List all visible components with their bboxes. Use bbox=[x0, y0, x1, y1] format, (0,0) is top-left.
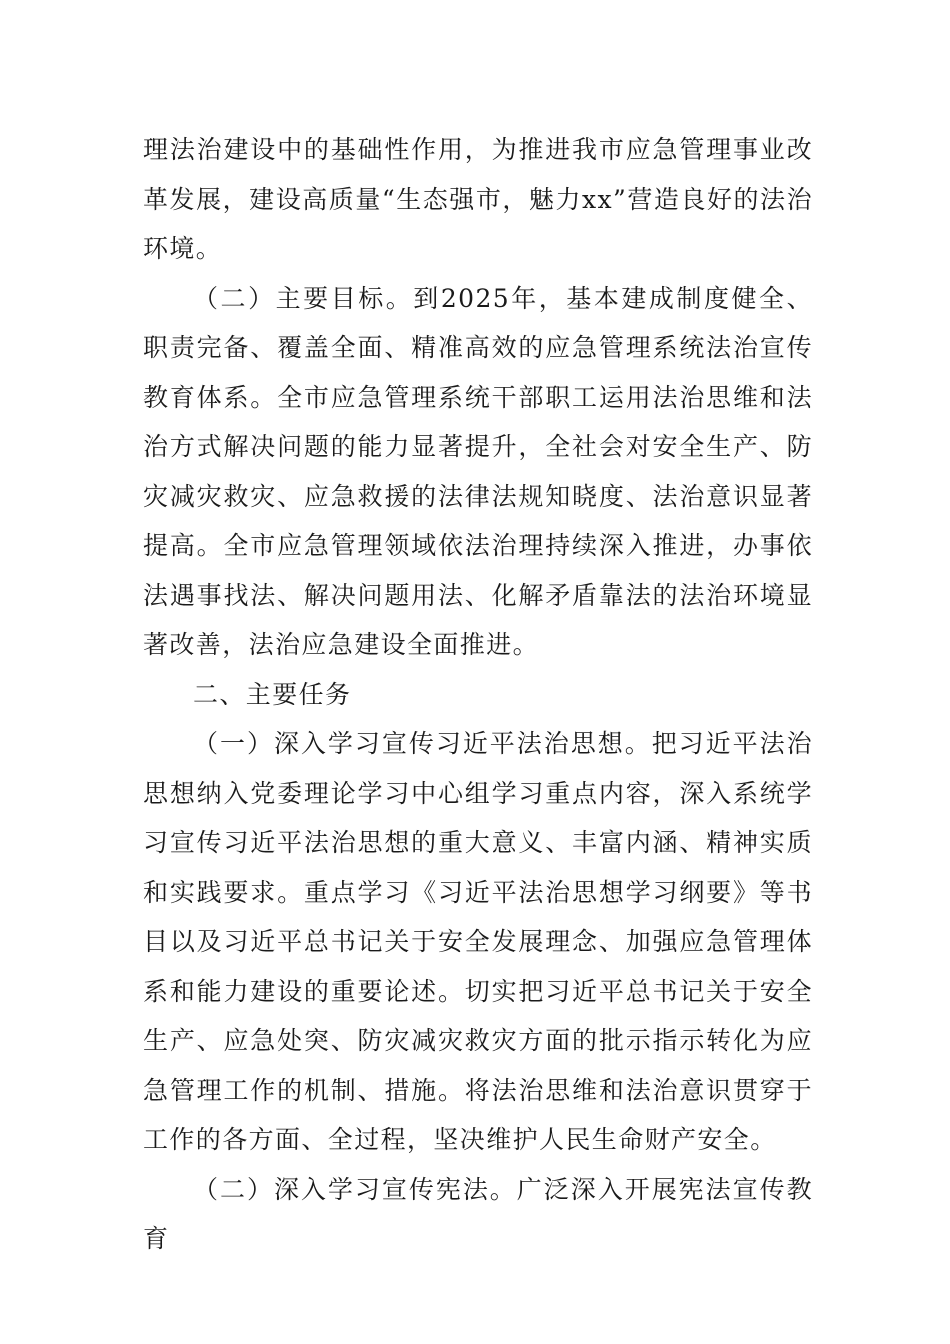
paragraph-main-goals: （二）主要目标。到2025年，基本建成制度健全、职责完备、覆盖全面、精准高效的应急管理系统法治宣传教育体系。全市应急管理系统干部职工运用法治思维和法治方式解决问题的能力显著提升，全社会对安全生产、防灾减灾救灾、应急救援的法律法规知晓度、法治意识显著提高。全市应急管理领域依法治理持续深入推进，办事依法遇事找法、解决问题用法、化解矛盾靠法的法治环境显著改善，法治应急建设全面推进。 bbox=[143, 283, 813, 659]
paragraph-study-constitution: （二）深入学习宣传宪法。广泛深入开展宪法宣传教育 bbox=[143, 1174, 813, 1253]
paragraph-legal-environment: 理法治建设中的基础性作用，为推进我市应急管理事业改革发展，建设高质量“生态强市，魅力xx”营造良好的法治环境。 bbox=[143, 135, 813, 263]
document-body bbox=[143, 125, 813, 1264]
section-heading-main-tasks: 二、主要任务 bbox=[193, 679, 352, 709]
paragraph-study-rule-of-law-thought: （一）深入学习宣传习近平法治思想。把习近平法治思想纳入党委理论学习中心组学习重点内容，深入系统学习宣传习近平法治思想的重大意义、丰富内涵、精神实质和实践要求。重点学习《习近平法治思想学习纲要》等书目以及习近平总书记关于安全发展理念、加强应急管理体系和能力建设的重要论述。切实把习近平总书记关于安全生产、应急处突、防灾减灾救灾方面的批示指示转化为应急管理工作的机制、措施。将法治思维和法治意识贯穿于工作的各方面、全过程，坚决维护人民生命财产安全。 bbox=[143, 729, 813, 1154]
